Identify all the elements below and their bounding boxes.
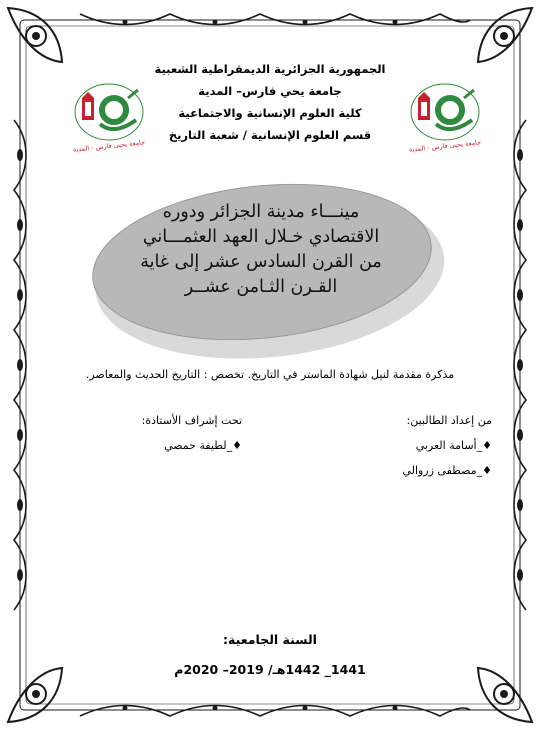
supervisor-block [92,408,242,458]
logo-caption-left: جامعة يحيى فارس - المدية [72,138,146,154]
supervisor-name: ♦_لطيفة حمصي [164,439,242,452]
supervisor-heading: تحت إشراف الأستاذة: [141,414,242,427]
student-name: ♦_أسامة العربي [415,439,492,452]
students-heading: من إعداد الطالبين: [406,414,492,427]
faculty-name: كلية العلوم الإنسانية والاجتماعية [178,106,362,120]
university-name: جامعة يحي فارس– المدية [198,84,342,98]
students-block [292,408,492,483]
title-line: القـرن الثـامن عشــر [184,277,338,297]
republic-name: الجمهورية الجزائرية الديمقراطية الشعبية [154,62,386,76]
title-line: الاقتصادي خـلال العهد العثمـــاني [142,227,380,247]
academic-year [150,625,390,685]
title-line: مينـــاء مدينة الجزائر ودوره [162,202,360,222]
memo-description: مذكرة مقدمة لنيل شهادة الماستر في التاريخ. تخصص : التاريخ الحديث والمعاصر. [85,368,455,381]
department-name: قسم العلوم الإنسانية / شعبة التاريخ [168,128,372,142]
academic-year-label: السنة الجامعية: [223,632,317,647]
institution-header [150,58,390,146]
student-name: ♦_مصطفى زروالي [402,464,492,477]
thesis-title [96,200,426,300]
title-line: من القرن السادس عشر إلى غاية [140,252,382,272]
logo-caption-right: جامعة يحيى فارس - المدية [408,138,482,154]
academic-year-value: 1441_ 1442هـ/ 2019– 2020م [174,662,366,677]
